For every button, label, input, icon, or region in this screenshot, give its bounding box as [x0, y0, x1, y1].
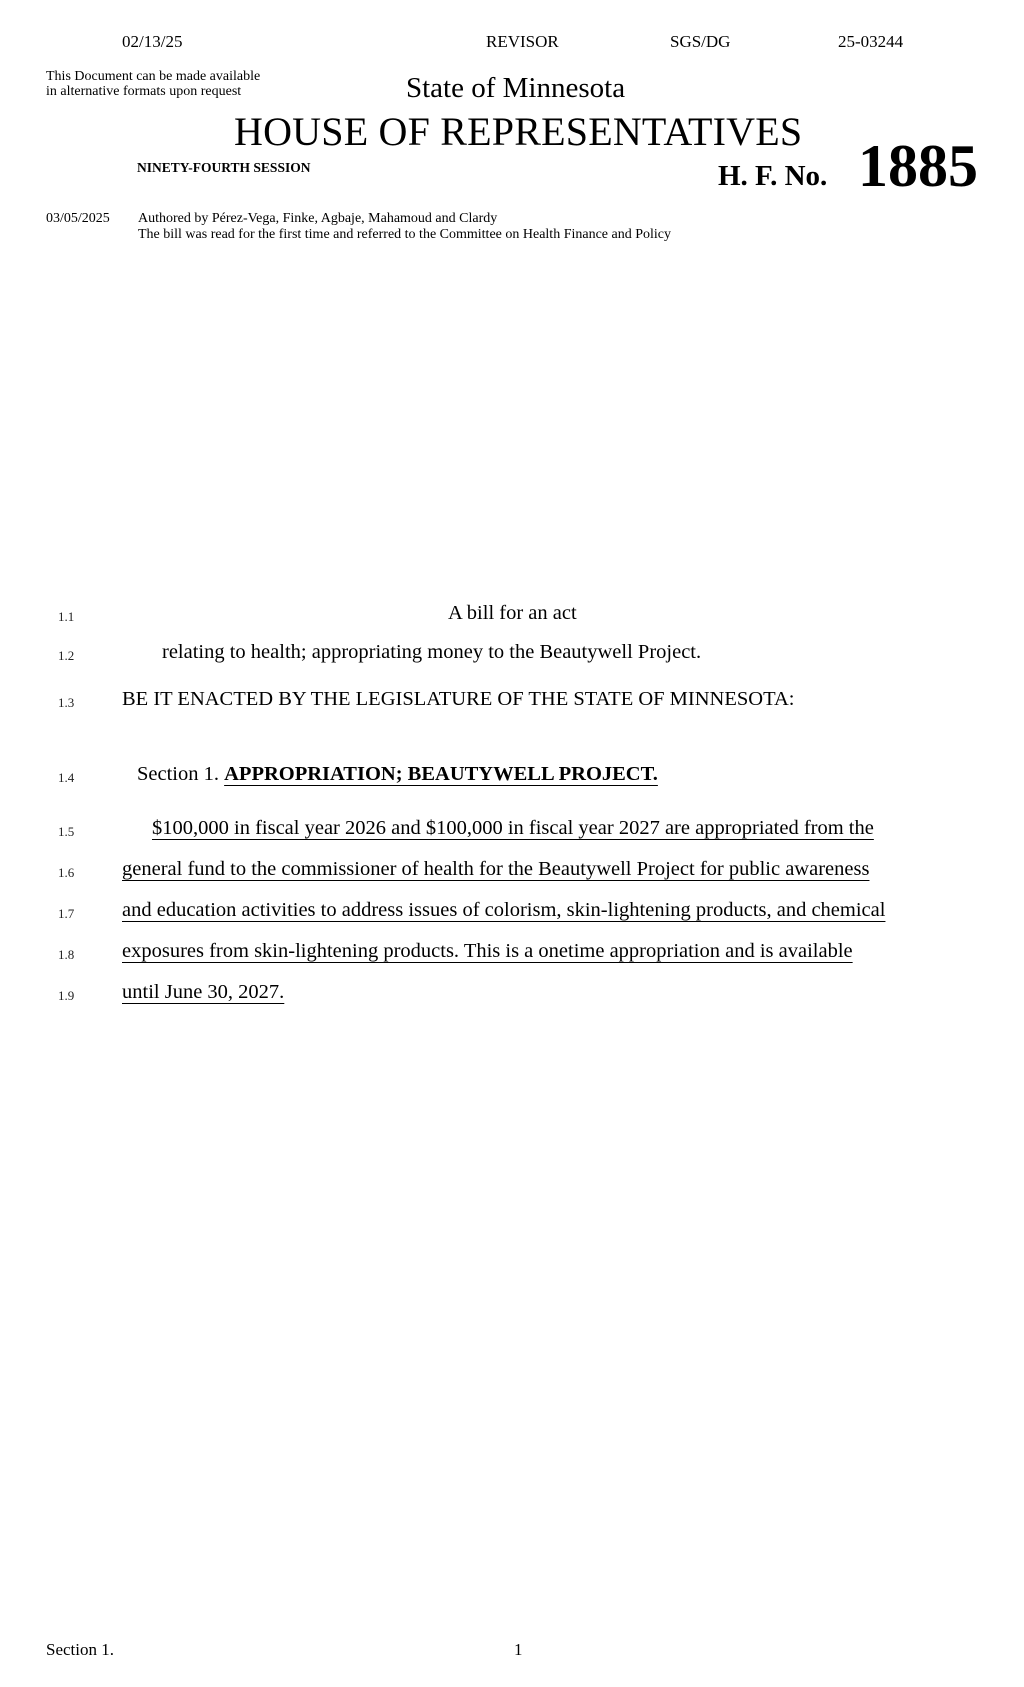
authored-date: 03/05/2025	[46, 211, 110, 226]
page-number: 1	[514, 1640, 523, 1659]
session-label: NINETY-FOURTH SESSION	[137, 160, 311, 175]
enacting-clause: BE IT ENACTED BY THE LEGISLATURE OF THE STATE OF MINNESOTA:	[122, 688, 795, 710]
section-title: APPROPRIATION; BEAUTYWELL PROJECT.	[224, 763, 658, 785]
header-date: 02/13/25	[122, 32, 183, 51]
line-number: 1.2	[58, 648, 75, 663]
section-text-line: $100,000 in fiscal year 2026 and $100,000 in fiscal year 2027 are appropriated from the	[152, 817, 874, 839]
header-doc-number: 25-03244	[838, 32, 904, 51]
state-name: State of Minnesota	[406, 72, 626, 104]
section-text-line: and education activities to address issues of colorism, skin-lightening products, and chemical	[122, 899, 886, 921]
line-number: 1.6	[58, 865, 75, 880]
alt-format-note	[46, 69, 260, 99]
alt-format-line-2: in alternative formats upon request	[46, 84, 242, 99]
line-number: 1.8	[58, 947, 75, 962]
authors-line: Authored by Pérez-Vega, Finke, Agbaje, Mahamoud and Clardy	[138, 211, 498, 226]
header-office: REVISOR	[486, 32, 559, 51]
hf-label: H. F. No.	[718, 160, 828, 192]
referral-line: The bill was read for the first time and referred to the Committee on Health Finance and Policy	[138, 227, 671, 242]
hf-number: 1885	[858, 133, 978, 199]
section-text-line: general fund to the commissioner of health for the Beautywell Project for public awareness	[122, 858, 870, 880]
line-number: 1.9	[58, 988, 75, 1003]
bill-title: A bill for an act	[448, 602, 577, 624]
line-number: 1.3	[58, 695, 75, 710]
alt-format-line-1: This Document can be made available	[46, 69, 261, 84]
bill-subject: relating to health; appropriating money to the Beautywell Project.	[162, 641, 702, 663]
section-prefix: Section 1.	[137, 763, 219, 785]
footer-section: Section 1.	[46, 1640, 114, 1659]
authorship-block	[138, 211, 671, 243]
header-initials: SGS/DG	[670, 32, 731, 51]
line-number: 1.5	[58, 824, 75, 839]
section-heading	[137, 763, 658, 786]
line-number: 1.4	[58, 770, 75, 785]
line-number: 1.1	[58, 609, 75, 624]
section-text-line: until June 30, 2027.	[122, 981, 285, 1003]
chamber-title: HOUSE OF REPRESENTATIVES	[234, 109, 803, 154]
line-number: 1.7	[58, 906, 75, 921]
section-text-line: exposures from skin-lightening products. This is a onetime appropriation and is available	[122, 940, 853, 962]
